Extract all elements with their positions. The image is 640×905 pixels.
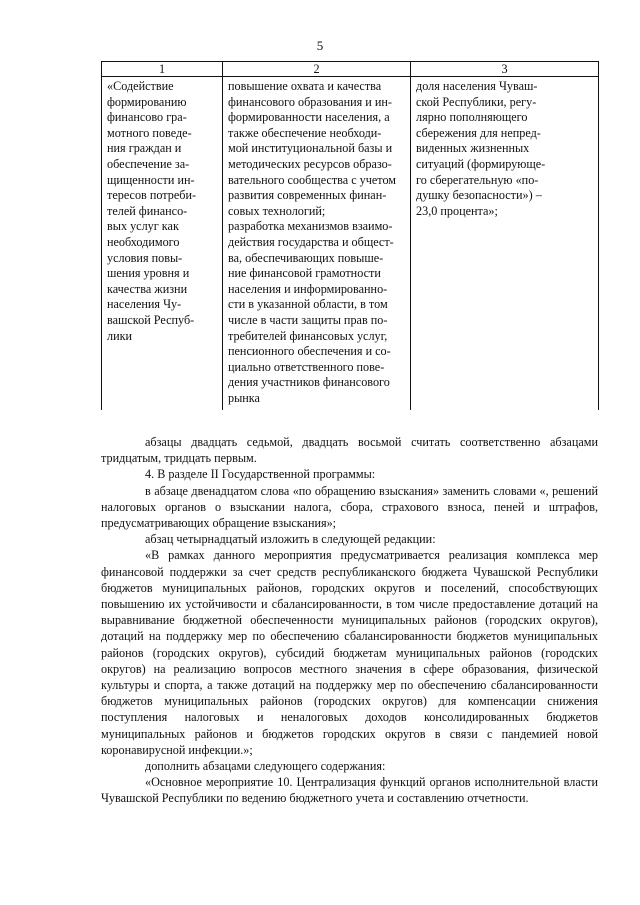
cell-line: вых услуг как (107, 219, 179, 234)
cell-line: числе в части защиты прав по- (228, 312, 388, 327)
cell-line: населения и информированно- (228, 281, 388, 296)
cell-line: тересов потреби- (107, 188, 197, 203)
paragraph: в абзаце двенадцатом слова «по обращению взыскания» заменить словами «, решений налоговых органов о взыскании налога, сбора, страхового взноса, пеней и штрафов, предусматривающих обращение взыскания»; (101, 483, 598, 531)
cell-line: ситуаций (формирующе- (416, 156, 546, 171)
cell-line: совых технологий; (228, 203, 326, 218)
cell-line: обеспечение за- (107, 156, 190, 171)
cell-line: финансово гра- (107, 110, 187, 125)
cell-line: вательного сообщества с учетом (228, 172, 397, 187)
cell-line: телей финансо- (107, 203, 188, 218)
table-row (102, 77, 599, 411)
cell-line: действия государства и общест- (228, 234, 394, 249)
cell-line: душку безопасности») – (416, 188, 542, 203)
cell-line: дения участников финансового (228, 375, 390, 390)
cell-line: развития современных финан- (228, 188, 387, 203)
cell-tasks (223, 77, 411, 411)
paragraph: «Основное мероприятие 10. Централизация функций органов исполнительной власти Чувашской Республики по ведению бюджетного учета и составлению отчетности. (101, 775, 598, 806)
cell-line: качества жизни (107, 281, 188, 296)
paragraph: 4. В разделе II Государственной программы: (145, 467, 376, 482)
cell-line: сбережения для непред- (416, 125, 541, 140)
paragraph: абзацы двадцать седьмой, двадцать восьмой считать соответственно абзацами тридцатым, тридцать первым. (101, 435, 598, 466)
cell-line: вашской Респуб- (107, 312, 195, 327)
cell-line: методических ресурсов образо- (228, 156, 392, 171)
cell-line: го сберегательную «по- (416, 172, 539, 187)
cell-line: ской Республики, регу- (416, 94, 537, 109)
cell-line: циально ответственного пове- (228, 359, 385, 374)
column-header-3: 3 (411, 62, 599, 77)
cell-line: шения уровня и (107, 266, 190, 281)
cell-line: условия повы- (107, 250, 183, 265)
cell-line: ва, обеспечивающих повыше- (228, 250, 384, 265)
cell-line: повышение охвата и качества (228, 79, 382, 93)
page-number: 5 (316, 38, 324, 53)
cell-line: виденных жизненных (416, 141, 530, 156)
cell-line: рынка (228, 390, 260, 405)
paragraph: «В рамках данного мероприятия предусматривается реализация комплекса мер финансовой поддержки за счет средств республиканского бюджета Чувашской Республики бюджетов муниципальных районов, городских округов и поселений, способствующих повышению их устойчивости и сбалансированности, в том числе предоставление дотаций на выравнивание бюджетной обеспеченности муниципальных районов (городских округов), дотаций на поддержку мер по обеспечению сбалансированности бюджетов муниципальных районов (городских округов), субсидий бюджетам муниципальных районов (городских округов) на реализацию вопросов местного значения в сфере образования, физической культуры и спорта, а также дотаций на поддержку мер по обеспечению сбалансированности бюджетов муниципальных районов (городских округов) для компенсации снижения поступления налоговых и неналоговых доходов консолидированных бюджетов муниципальных районов и бюджетов городских округов в связи с пандемией новой коронавирусной инфекции.»; (101, 548, 598, 757)
cell-line: ния граждан и (107, 141, 182, 156)
cell-line: лики (107, 328, 133, 343)
cell-line: разработка механизмов взаимо- (228, 219, 393, 234)
cell-indicators (411, 77, 599, 411)
cell-line: щищенности ин- (107, 172, 195, 187)
paragraph: абзац четырнадцатый изложить в следующей редакции: (145, 532, 436, 547)
cell-line: «Содействие (107, 79, 174, 93)
body-text (101, 434, 598, 807)
cell-line: мотного поведе- (107, 125, 192, 140)
cell-line: требителей финансовых услуг, (228, 328, 388, 343)
table-header-row (102, 62, 599, 77)
cell-line: необходимого (107, 234, 180, 249)
column-header-1: 1 (102, 62, 223, 77)
cell-line: формированию (107, 94, 187, 109)
cell-line: финансового образования и ин- (228, 94, 392, 109)
cell-goal (102, 77, 223, 411)
cell-line: мой институциональной базы и (228, 141, 393, 156)
cell-line: ние финансовой грамотности (228, 266, 381, 281)
program-table (101, 61, 599, 410)
cell-line: пенсионного обеспечения и со- (228, 344, 391, 359)
cell-line: населения Чу- (107, 297, 182, 312)
cell-line: сти в указанной области, в том (228, 297, 388, 312)
cell-line: 23,0 процента»; (416, 203, 498, 218)
column-header-2: 2 (223, 62, 411, 77)
cell-line: формированности населения, а (228, 110, 390, 125)
cell-line: доля населения Чуваш- (416, 79, 538, 93)
paragraph: дополнить абзацами следующего содержания: (145, 759, 386, 774)
cell-line: лярно пополняющего (416, 110, 528, 125)
cell-line: также обеспечение необходи- (228, 125, 382, 140)
